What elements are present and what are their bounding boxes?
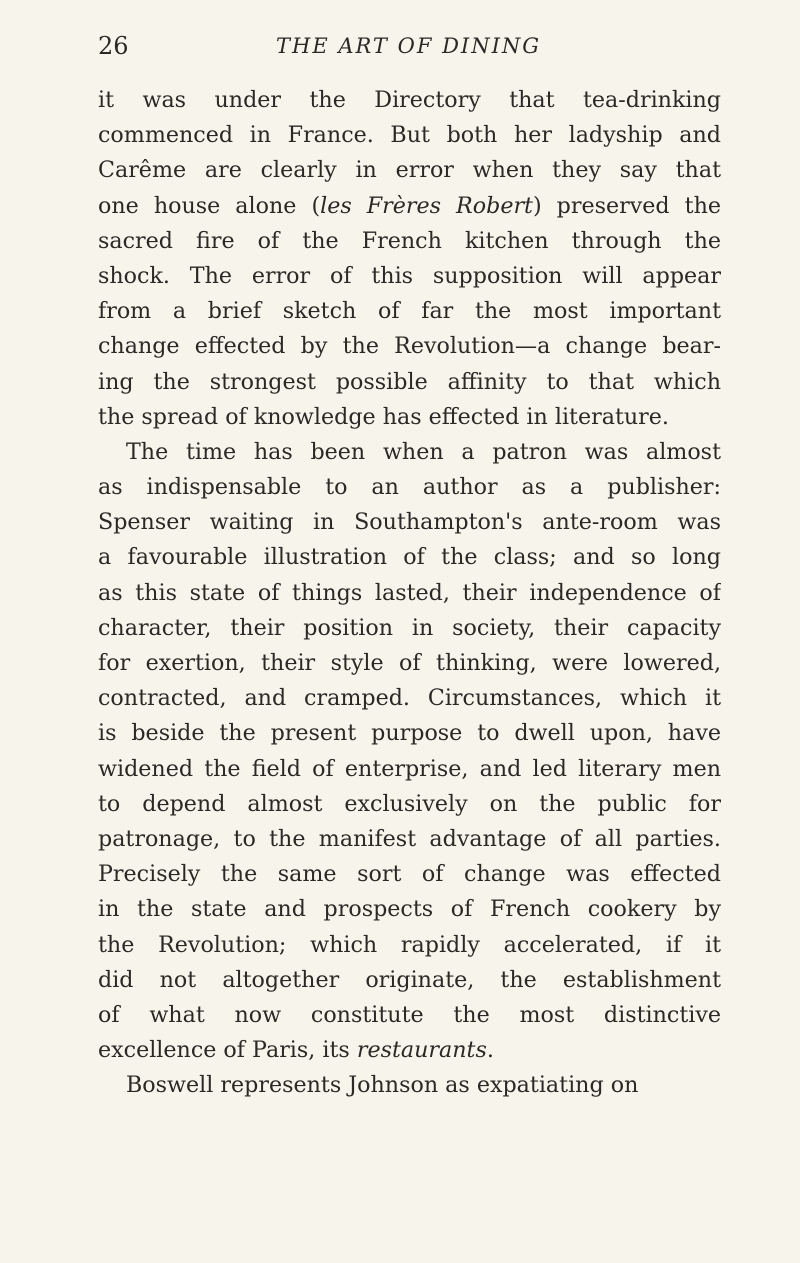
text-line: is beside the present purpose to dwell upon, have — [98, 720, 721, 747]
text-line: one house alone (les Frères Robert) preserved the — [98, 192, 721, 219]
text-line: of what now constitute the most distinctive — [98, 1001, 721, 1028]
italic-phrase: les Frères Robert — [320, 192, 533, 219]
text-line: The time has been when a patron was almost — [126, 438, 721, 465]
text-line: the Revolution; which rapidly accelerated, if it — [98, 931, 721, 958]
text-line: excellence of Paris, its restaurants. — [98, 1037, 494, 1064]
text-line: for exertion, their style of thinking, were lowered, — [98, 650, 721, 676]
text-line: the spread of knowledge has effected in literature. — [98, 403, 669, 430]
text-line: sacred fire of the French kitchen through the — [98, 227, 721, 254]
page-header — [98, 32, 721, 68]
text-line: change effected by the Revolution—a change bear- — [98, 333, 721, 360]
text-line: ing the strongest possible affinity to that which — [98, 368, 721, 395]
page-number: 26 — [98, 32, 129, 60]
text-line: in the state and prospects of French cookery by — [98, 896, 721, 923]
text-line: commenced in France. But both her ladyship and — [98, 122, 721, 149]
text-line: it was under the Directory that tea-drinking — [98, 87, 721, 113]
text-line: Spenser waiting in Southampton's ante-room was — [98, 509, 721, 536]
text-line: a favourable illustration of the class; and so long — [98, 544, 721, 571]
text-line: as indispensable to an author as a publisher: — [98, 474, 721, 501]
text-line: widened the field of enterprise, and led literary men — [98, 755, 721, 782]
text-line: contracted, and cramped. Circumstances, which it — [98, 685, 721, 712]
running-title: THE ART OF DINING — [276, 34, 542, 58]
italic-phrase: restaurants — [356, 1037, 487, 1064]
text-line: did not altogether originate, the establishment — [98, 966, 721, 993]
text-line: shock. The error of this supposition will appear — [98, 262, 721, 289]
text-line: character, their position in society, their capacity — [98, 614, 721, 641]
text-line: Boswell represents Johnson as expatiating on — [126, 1072, 639, 1099]
text-line: Carême are clearly in error when they say that — [98, 157, 721, 184]
text-line: from a brief sketch of far the most important — [98, 298, 721, 325]
body-text — [98, 83, 721, 1103]
text-line: as this state of things lasted, their independence of — [98, 579, 721, 606]
text-line: patronage, to the manifest advantage of all parties. — [98, 825, 721, 852]
text-line: Precisely the same sort of change was effected — [98, 861, 721, 888]
text-line: to depend almost exclusively on the public for — [98, 790, 721, 817]
